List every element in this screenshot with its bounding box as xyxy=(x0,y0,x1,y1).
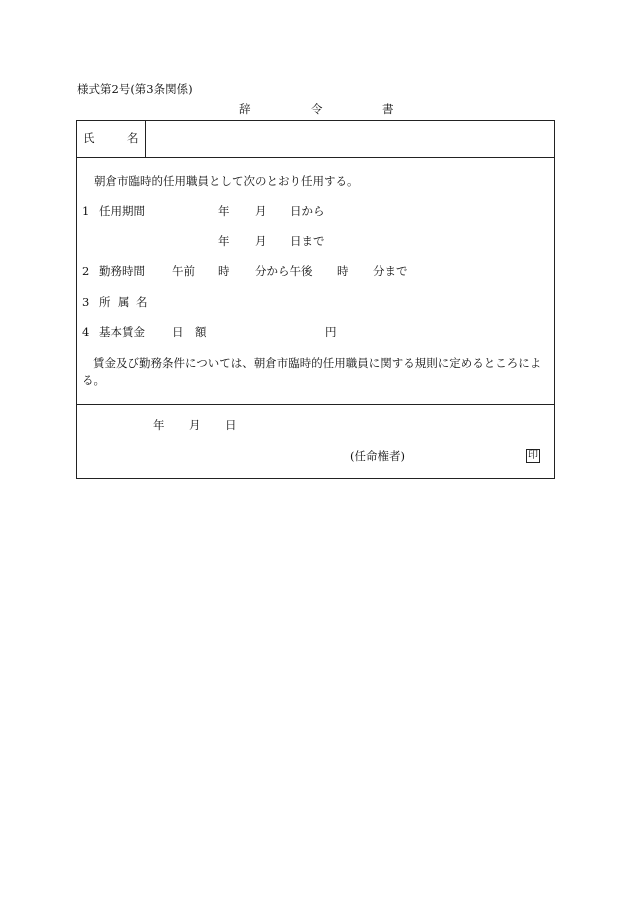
wage-daily-char-2: 額 xyxy=(195,325,207,339)
hours-label: 勤務時間 xyxy=(99,264,145,278)
affiliation-label-char-2: 属 xyxy=(118,295,130,309)
period-from-day: 日から xyxy=(290,204,325,218)
wage-yen: 円 xyxy=(325,325,337,339)
title-char-2: 令 xyxy=(311,102,323,116)
affiliation-label-char-3: 名 xyxy=(136,295,148,309)
issue-month: 月 xyxy=(189,418,201,432)
appointer-label: (任命権者) xyxy=(350,449,405,463)
hours-hour-2: 時 xyxy=(337,264,349,278)
item-number-4: 4 xyxy=(82,325,90,339)
affiliation-label-char-1: 所 xyxy=(99,295,111,309)
seal-mark: 印 xyxy=(528,450,538,461)
name-field[interactable] xyxy=(146,122,552,154)
period-from-year: 年 xyxy=(218,204,230,218)
conditions-note: 賃金及び勤務条件については、朝倉市臨時的任用職員に関する規則に定めるところによる。 xyxy=(82,356,542,387)
body-bottom-line xyxy=(77,404,554,405)
item-number-1: 1 xyxy=(82,204,90,218)
document-title xyxy=(0,104,630,118)
intro-text: 朝倉市臨時的任用職員として次のとおり任用する。 xyxy=(94,174,359,188)
issue-day: 日 xyxy=(225,418,237,432)
title-char-1: 辞 xyxy=(239,102,251,116)
name-label-char-2: 名 xyxy=(127,131,139,145)
period-to-year: 年 xyxy=(218,234,230,248)
period-to-month: 月 xyxy=(255,234,267,248)
name-label-char-1: 氏 xyxy=(83,131,95,145)
issue-year: 年 xyxy=(153,418,165,432)
hours-from-pm: 分から午後 xyxy=(255,264,313,278)
title-char-3: 書 xyxy=(382,102,394,116)
item-number-3: 3 xyxy=(82,295,90,309)
period-to-day: 日まで xyxy=(290,234,325,248)
hours-hour-1: 時 xyxy=(218,264,230,278)
item-number-2: 2 xyxy=(82,264,90,278)
name-row-bottom-line xyxy=(77,157,554,158)
period-from-month: 月 xyxy=(255,204,267,218)
hours-until: 分まで xyxy=(373,264,408,278)
wage-label: 基本賃金 xyxy=(99,325,145,339)
period-label: 任用期間 xyxy=(99,204,145,218)
form-number: 様式第2号(第3条関係) xyxy=(77,82,193,96)
wage-daily-char-1: 日 xyxy=(172,325,184,339)
hours-am: 午前 xyxy=(172,264,195,278)
